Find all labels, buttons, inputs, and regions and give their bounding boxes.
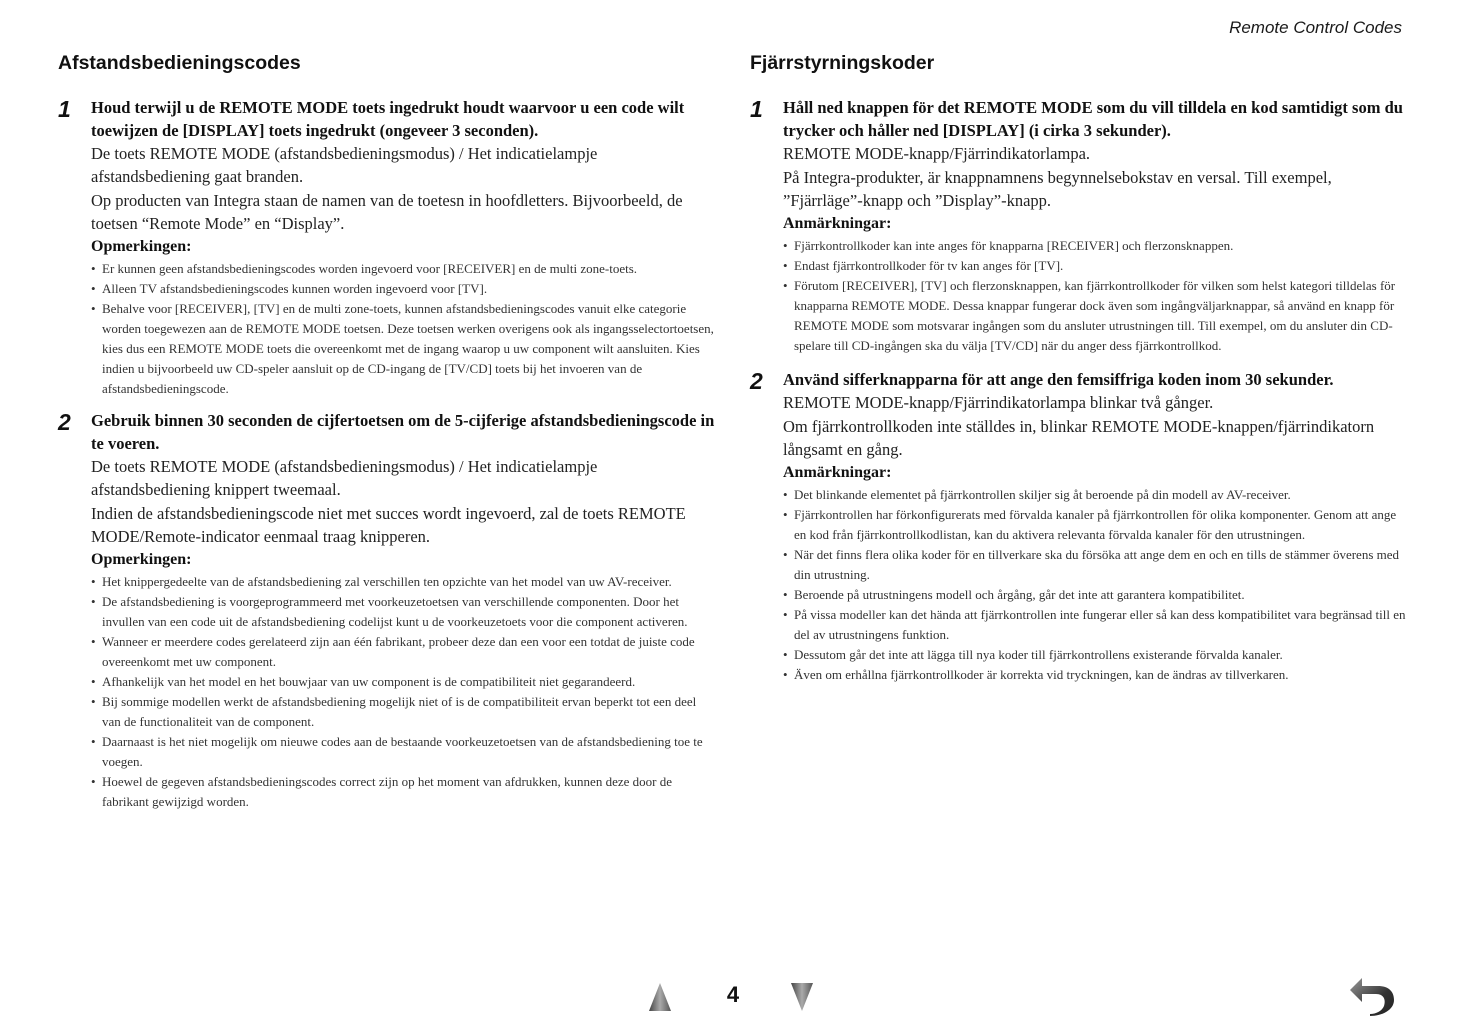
step-paragraph: Op producten van Integra staan de namen van de toetesn in hoofdletters. Bijvoorbeeld, de toetsen “Remote Mode” en “Display”. xyxy=(91,191,683,233)
section-title-dutch: Afstandsbedieningscodes xyxy=(58,52,301,74)
note-item: • Även om erhållna fjärrkontrollkoder är korrekta vid tryckningen, kan de ändras av tillverkaren. xyxy=(783,665,1410,685)
return-icon[interactable] xyxy=(1348,976,1398,1016)
page-number: 4 xyxy=(726,982,740,1007)
note-item: • Hoewel de gegeven afstandsbedieningscodes correct zijn op het moment van afdrukken, kunnen deze door de fabrikant gewijzigd worden. xyxy=(91,772,718,812)
step-paragraph: De toets REMOTE MODE (afstandsbedieningsmodus) / Het indicatielampje afstandsbediening gaat branden. xyxy=(91,144,598,186)
note-item: • Wanneer er meerdere codes gerelateerd zijn aan één fabrikant, probeer deze dan een voor een totdat de juiste code overeenkomt met uw component. xyxy=(91,632,718,672)
note-item: • Alleen TV afstandsbedieningscodes kunnen worden ingevoerd voor [TV]. xyxy=(91,279,718,299)
section-title-swedish: Fjärrstyrningskoder xyxy=(750,52,935,74)
note-item: • Behalve voor [RECEIVER], [TV] en de multi zone-toets, kunnen afstandsbedieningscodes vanuit elke categorie worden toegewezen aan de REMOTE MODE toetsen. Deze toetsen werken overigens ook als ingangsselectortoetsen, kies dus een REMOTE MODE toets die overeenkomt met de ingang waarop u uw component wilt aansluiten. Kies indien u bijvoorbeeld uw CD-speler aansluit op de CD-ingang de [TV/CD] toets bij het invoeren van de afstandsbedieningscode. xyxy=(91,299,718,399)
step-heading: Gebruik binnen 30 seconden de cijfertoetsen om de 5-cijferige afstandsbedieningscode in te voeren. xyxy=(91,411,715,453)
note-item: • Fjärrkontrollkoder kan inte anges för knapparna [RECEIVER] och flerzonsknappen. xyxy=(783,236,1410,256)
step-2-swedish xyxy=(750,368,1410,685)
note-item: • När det finns flera olika koder för en tillverkare ska du försöka att ange dem en och en tills de stämmer överens med din utrustning. xyxy=(783,545,1410,585)
note-item: • Dessutom går det inte att lägga till nya koder till fjärrkontrollens existerande förvalda kanaler. xyxy=(783,645,1410,665)
steps-dutch xyxy=(58,96,718,818)
prev-page-icon[interactable] xyxy=(648,982,672,1012)
note-item: • Afhankelijk van het model en het bouwjaar van uw component is de compatibiliteit niet gegarandeerd. xyxy=(91,672,718,692)
notes-title: Anmärkningar: xyxy=(783,464,892,481)
notes-list xyxy=(783,236,1410,356)
step-heading: Håll ned knappen för det REMOTE MODE som du vill tilldela en kod samtidigt som du trycker och håller ned [DISPLAY] (i cirka 3 sekunder). xyxy=(783,98,1403,140)
step-paragraph: Indien de afstandsbedieningscode niet met succes wordt ingevoerd, zal de toets REMOTE MODE/Remote-indicator eenmaal traag knipperen. xyxy=(91,504,686,546)
next-page-icon[interactable] xyxy=(790,982,814,1012)
note-item: • Er kunnen geen afstandsbedieningscodes worden ingevoerd voor [RECEIVER] en de multi zone-toets. xyxy=(91,259,718,279)
notes-list xyxy=(91,259,718,399)
step-1-swedish xyxy=(750,96,1410,356)
note-item: • Daarnaast is het niet mogelijk om nieuwe codes aan de bestaande voorkeuzetoetsen van de afstandsbediening toe te voegen. xyxy=(91,732,718,772)
step-body xyxy=(91,455,718,812)
note-item: • På vissa modeller kan det hända att fjärrkontrollen inte fungerar eller så kan dess kompatibilitet vara begränsad till en del av utrustningens funktion. xyxy=(783,605,1410,645)
step-number: 2 xyxy=(58,409,71,435)
step-1-dutch xyxy=(58,96,718,399)
steps-swedish xyxy=(750,96,1410,691)
note-item: • Bij sommige modellen werkt de afstandsbediening mogelijk niet of is de compatibiliteit ervan beperkt tot een deel van de functionaliteit van de component. xyxy=(91,692,718,732)
note-item: • Det blinkande elementet på fjärrkontrollen skiljer sig åt beroende på din modell av AV-receiver. xyxy=(783,485,1410,505)
note-item: • Beroende på utrustningens modell och årgång, går det inte att garantera kompatibilitet. xyxy=(783,585,1410,605)
note-item: • De afstandsbediening is voorgeprogrammeerd met voorkeuzetoetsen van verschillende componenten. Door het invullen van een code uit de afstandsbediening codelijst kunt u de voorkeuzetoets voor die component activeren. xyxy=(91,592,718,632)
notes-list xyxy=(91,572,718,812)
step-heading: Houd terwijl u de REMOTE MODE toets ingedrukt houdt waarvoor u een code wilt toewijzen de [DISPLAY] toets ingedrukt (ongeveer 3 seconden). xyxy=(91,98,685,140)
step-body xyxy=(91,142,718,399)
note-item: • Förutom [RECEIVER], [TV] och flerzonsknappen, kan fjärrkontrollkoder för vilken som helst kategori tilldelas för knapparna REMOTE MODE. Dessa knappar fungerar dock även som ingångväljarknappar, så använd en knapp för REMOTE MODE som motsvarar ingången som du ansluter utrustningen till. Till exempel, om du ansluter din CD-spelare till CD-ingången ska du välja [TV/CD] när du anger dess fjärrkontrollkod. xyxy=(783,276,1410,356)
step-number: 1 xyxy=(750,96,763,122)
step-heading: Använd sifferknapparna för att ange den femsiffriga koden inom 30 sekunder. xyxy=(783,370,1334,389)
step-number: 2 xyxy=(750,368,763,394)
note-item: • Endast fjärrkontrollkoder för tv kan anges för [TV]. xyxy=(783,256,1410,276)
step-body xyxy=(783,391,1410,685)
note-item: • Het knippergedeelte van de afstandsbediening zal verschillen ten opzichte van het model van uw AV-receiver. xyxy=(91,572,718,592)
notes-title: Anmärkningar: xyxy=(783,215,892,232)
step-paragraph: De toets REMOTE MODE (afstandsbedieningsmodus) / Het indicatielampje afstandsbediening knippert tweemaal. xyxy=(91,457,598,499)
notes-list xyxy=(783,485,1410,685)
step-number: 1 xyxy=(58,96,71,122)
page-navigation xyxy=(648,982,818,1016)
step-paragraph: På Integra-produkter, är knappnamnens begynnelsebokstav en versal. Till exempel, ”Fjärrläge”-knapp och ”Display”-knapp. xyxy=(783,168,1332,210)
notes-title: Opmerkingen: xyxy=(91,551,192,568)
step-paragraph: Om fjärrkontrollkoden inte ställdes in, blinkar REMOTE MODE-knappen/fjärrindikatorn långsamt en gång. xyxy=(783,417,1375,459)
page-header-title: Remote Control Codes xyxy=(1229,18,1402,37)
note-item: • Fjärrkontrollen har förkonfigurerats med förvalda kanaler på fjärrkontrollen för olika komponenter. Genom att ange en kod från fjärrkontrollkodlistan, kan du aktivera relevanta förvalda kanaler för den utrustningen. xyxy=(783,505,1410,545)
step-body xyxy=(783,142,1410,356)
step-2-dutch xyxy=(58,409,718,812)
step-paragraph: REMOTE MODE-knapp/Fjärrindikatorlampa blinkar två gånger. xyxy=(783,393,1214,412)
notes-title: Opmerkingen: xyxy=(91,238,192,255)
step-paragraph: REMOTE MODE-knapp/Fjärrindikatorlampa. xyxy=(783,144,1091,163)
